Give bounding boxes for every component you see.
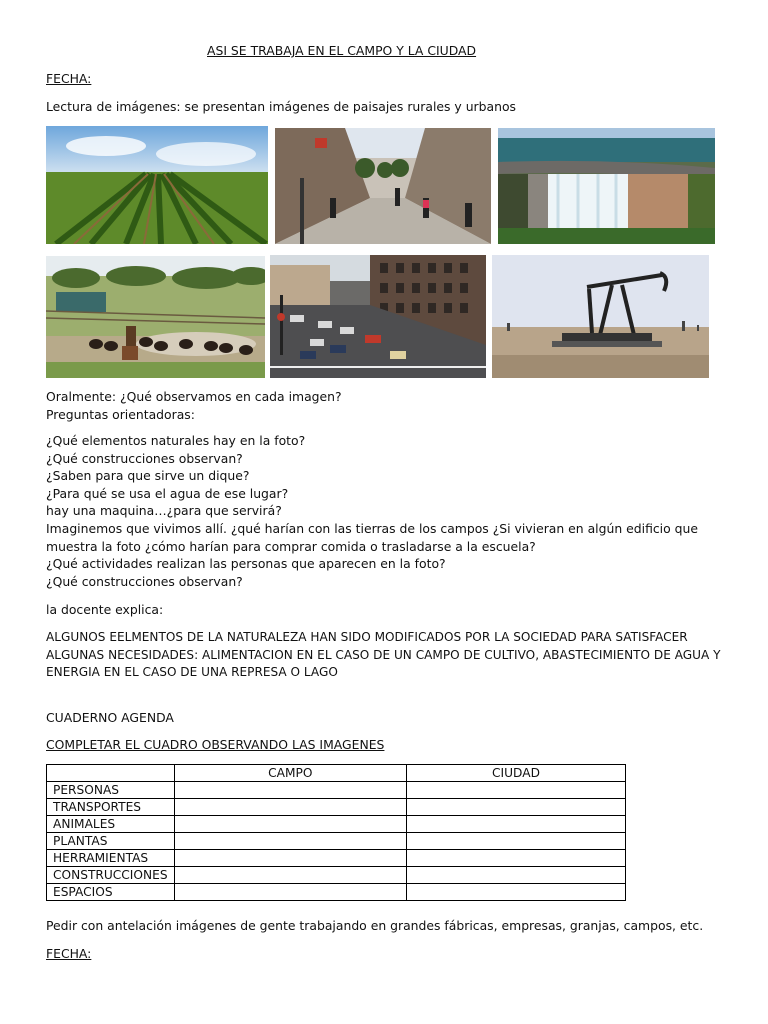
crop-field-photo — [46, 126, 268, 244]
oil-pump-photo — [492, 255, 709, 378]
ciudad-cell[interactable] — [407, 884, 626, 901]
cattle-ranch-photo — [46, 256, 265, 378]
dam-waterfall-photo — [498, 128, 715, 244]
table-row — [47, 850, 626, 867]
date-label-bottom: FECHA: — [46, 946, 92, 961]
guide-question-list — [46, 432, 726, 590]
row-label: ESPACIOS — [47, 884, 175, 901]
row-label: PERSONAS — [47, 782, 175, 799]
table-header-empty — [47, 765, 175, 782]
campo-cell[interactable] — [174, 867, 406, 884]
table-row — [47, 799, 626, 816]
document-title: ASI SE TRABAJA EN EL CAMPO Y LA CIUDAD — [207, 43, 477, 58]
question-item: ¿Qué construcciones observan? — [46, 573, 243, 589]
teacher-explains-label: la docente explica: — [46, 602, 164, 617]
question-item: ¿Qué actividades realizan las personas que aparecen en la foto? — [46, 556, 446, 572]
campo-cell[interactable] — [174, 816, 406, 833]
ciudad-cell[interactable] — [407, 850, 626, 867]
table-row — [47, 867, 626, 884]
question-item: hay una maquina…¿para que servirá? — [46, 503, 282, 519]
pedestrian-street-photo — [275, 128, 491, 244]
question-item: ¿Qué elementos naturales hay en la foto? — [46, 433, 306, 448]
table-row — [47, 884, 626, 901]
oral-prompt: Oralmente: ¿Qué observamos en cada imagen? — [46, 389, 342, 404]
campo-cell[interactable] — [174, 850, 406, 867]
row-label: ANIMALES — [47, 816, 175, 833]
row-label: PLANTAS — [47, 833, 175, 850]
row-label: TRANSPORTES — [47, 799, 175, 816]
ciudad-cell[interactable] — [407, 833, 626, 850]
question-item: Imaginemos que vivimos allí. ¿qué harían con las tierras de los campos ¿Si vivieran en algún edificio que muestra la foto ¿cómo harían para comprar comida o trasladarse a la escuela? — [46, 520, 698, 554]
table-row — [47, 833, 626, 850]
row-label: CONSTRUCCIONES — [47, 867, 175, 884]
explanation-text: ALGUNOS EELMENTOS DE LA NATURALEZA HAN SIDO MODIFICADOS POR LA SOCIEDAD PARA SATISFACER ALGUNAS NECESIDADES: ALIMENTACION EN EL CASO DE UN CAMPO DE CULTIVO, ABASTECIMIENTO DE AGUA Y ENERGIA EN EL CASO DE UNA REPRESA O LAGO — [46, 630, 721, 680]
campo-cell[interactable] — [174, 833, 406, 850]
question-item: ¿Qué construcciones observan? — [46, 450, 243, 466]
row-label: HERRAMIENTAS — [47, 850, 175, 867]
teacher-explanation — [46, 629, 730, 682]
ciudad-cell[interactable] — [407, 816, 626, 833]
guide-heading: Preguntas orientadoras: — [46, 406, 195, 422]
oral-questions-block — [46, 388, 726, 423]
ciudad-cell[interactable] — [407, 867, 626, 884]
campo-cell[interactable] — [174, 782, 406, 799]
table-instruction: COMPLETAR EL CUADRO OBSERVANDO LAS IMAGENES — [46, 737, 385, 752]
date-label: FECHA: — [46, 71, 92, 86]
request-images-note: Pedir con antelación imágenes de gente trabajando en grandes fábricas, empresas, granjas, campos, etc. — [46, 918, 704, 933]
table-header-campo: CAMPO — [174, 765, 406, 782]
table-row — [47, 782, 626, 799]
question-item: ¿Para qué se usa el agua de ese lugar? — [46, 485, 289, 501]
table-row — [47, 816, 626, 833]
city-traffic-photo — [270, 255, 486, 378]
table-header-ciudad: CIUDAD — [407, 765, 626, 782]
campo-cell[interactable] — [174, 884, 406, 901]
ciudad-cell[interactable] — [407, 799, 626, 816]
comparison-table — [46, 764, 626, 901]
agenda-heading: CUADERNO AGENDA — [46, 710, 174, 725]
question-item: ¿Saben para que sirve un dique? — [46, 468, 250, 484]
ciudad-cell[interactable] — [407, 782, 626, 799]
table-header-row — [47, 765, 626, 782]
reading-intro: Lectura de imágenes: se presentan imágenes de paisajes rurales y urbanos — [46, 99, 516, 114]
campo-cell[interactable] — [174, 799, 406, 816]
